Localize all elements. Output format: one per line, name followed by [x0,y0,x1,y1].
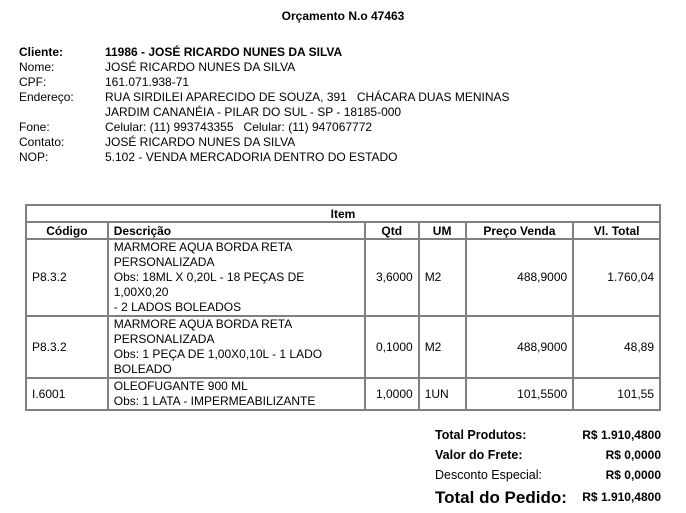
cpf-row [19,75,510,90]
fone-label: Fone: [19,120,50,134]
endereco-line1: RUA SIRDILEI APARECIDO DE SOUZA, 391 CHÁCARA DUAS MENINAS [105,90,510,104]
endereco-label: Endereço: [19,90,74,104]
total-produtos-value: R$ 1.910,4800 [582,428,661,442]
cell-preco: 488,9000 [466,239,574,316]
group-header: Item [26,205,660,222]
cell-descricao [108,316,365,378]
col-qtd: Qtd [365,222,419,239]
nop-value: 5.102 - VENDA MERCADORIA DENTRO DO ESTADO [105,150,398,164]
desc-line: PERSONALIZADA [113,255,215,269]
total-produtos-row [435,422,661,442]
cell-um: 1UN [419,378,466,410]
nome-label: Nome: [19,60,55,74]
header-row [26,222,660,239]
nome-row [19,60,510,75]
desc-line: OLEOFUGANTE 900 ML [113,379,248,393]
col-total: Vl. Total [573,222,660,239]
cell-qtd: 3,6000 [365,239,419,316]
frete-label: Valor do Frete: [435,448,523,462]
col-codigo: Código [26,222,108,239]
table-row [26,239,660,316]
cell-qtd: 1,0000 [365,378,419,410]
desc-line: MARMORE AQUA BORDA RETA [113,317,293,331]
cell-preco: 488,9000 [466,316,574,378]
cell-qtd: 0,1000 [365,316,419,378]
endereco-row-2 [19,105,510,120]
cpf-label: CPF: [19,75,47,89]
cell-descricao [108,378,365,410]
desc-line: Obs: 1 PEÇA DE 1,00X0,10L - 1 LADO [113,347,323,361]
table-row [26,316,660,378]
frete-row [435,442,661,462]
endereco-line2: JARDIM CANANÉIA - PILAR DO SUL - SP - 18185-000 [105,105,402,119]
totals-section [435,422,661,508]
cell-codigo: I.6001 [26,378,108,410]
cell-preco: 101,5500 [466,378,574,410]
endereco-row [19,90,510,105]
fone-row [19,120,510,135]
col-descricao: Descrição [108,222,365,239]
cliente-label: Cliente: [19,45,64,59]
desconto-value: R$ 0,0000 [605,468,661,482]
contato-value: JOSÉ RICARDO NUNES DA SILVA [105,135,296,149]
cell-total: 1.760,04 [573,239,660,316]
desc-line: MARMORE AQUA BORDA RETA [113,240,293,254]
desconto-row [435,462,661,482]
cell-codigo: P8.3.2 [26,239,108,316]
items-table [25,204,661,411]
frete-value: R$ 0,0000 [605,448,661,462]
client-info [19,45,510,165]
desc-line: PERSONALIZADA [113,332,215,346]
cell-um: M2 [419,316,466,378]
desc-line: Obs: 1 LATA - IMPERMEABILIZANTE [113,394,316,408]
total-pedido-value: R$ 1.910,4800 [582,490,661,504]
cell-total: 101,55 [573,378,660,410]
group-header-row [26,205,660,222]
desc-line: - 2 LADOS BOLEADOS [113,300,242,314]
page-title: Orçamento N.o 47463 [281,9,405,23]
nop-label: NOP: [19,150,49,164]
cell-total: 48,89 [573,316,660,378]
cpf-value: 161.071.938-71 [105,75,190,89]
contato-label: Contato: [19,135,65,149]
table-row [26,378,660,410]
cell-um: M2 [419,239,466,316]
desc-line: Obs: 18ML X 0,20L - 18 PEÇAS DE 1,00X0,20 [113,270,305,299]
total-produtos-label: Total Produtos: [435,428,527,442]
total-pedido-label: Total do Pedido: [435,488,567,507]
nop-row [19,150,510,165]
cell-codigo: P8.3.2 [26,316,108,378]
contato-row [19,135,510,150]
desconto-label: Desconto Especial: [435,468,543,482]
nome-value: JOSÉ RICARDO NUNES DA SILVA [105,60,296,74]
fone-value: Celular: (11) 993743355 Celular: (11) 947067772 [105,120,373,134]
total-pedido-row [435,482,661,508]
cliente-value: 11986 - JOSÉ RICARDO NUNES DA SILVA [105,45,343,59]
desc-line: BOLEADO [113,362,172,376]
col-um: UM [419,222,466,239]
cell-descricao [108,239,365,316]
client-row [19,45,510,60]
col-preco: Preço Venda [466,222,574,239]
